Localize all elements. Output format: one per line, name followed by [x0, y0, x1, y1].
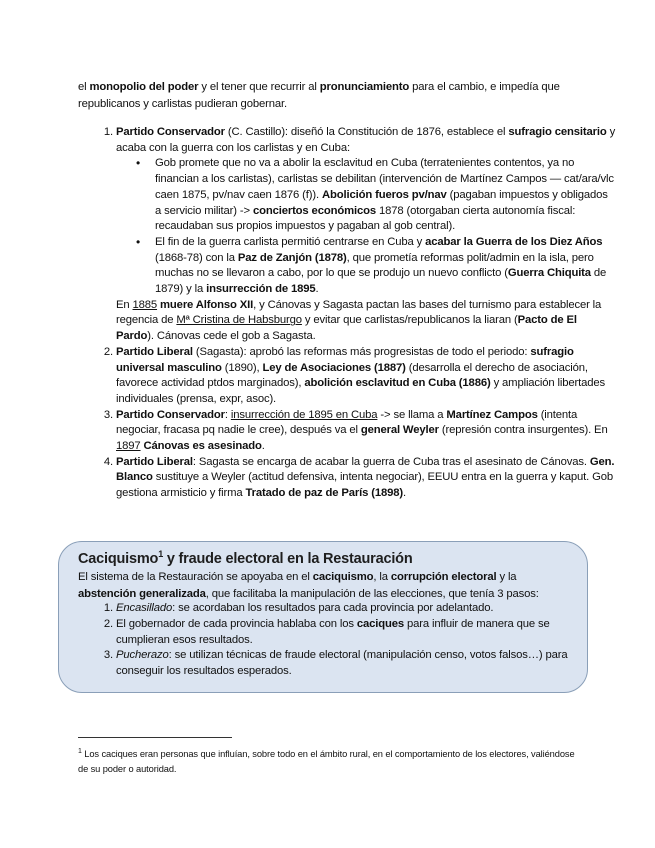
footnote-separator — [78, 737, 232, 738]
step-encasillado: 1. Encasillado: se acordaban los resultados para cada provincia por adelantado. — [116, 601, 606, 617]
bullet-item-esclavitud: • Gob promete que no va a abolir la esclavitud en Cuba (terratenientes contentos, ya no financian a los carlistas), carlistas se debilitan (intervención de Martínez Campos — cat/ara/vlc caen 1875, pv/nav caen 1876 (f)). Abolición fueros pv/nav (pagaban impuestos y obligados a servicio militar) -> conciertos económicos 1878 (otorgaban cierta autonomía fiscal: recaudaban sus propios impuestos y pagaban al gob central). — [155, 156, 616, 235]
caciquismo-box — [58, 541, 588, 693]
list-item-partido-conservador-3: 3. Partido Conservador: insurrección de 1895 en Cuba -> se llama a Martínez Campos (intenta negociar, fracasa pq nadie le cree), después va el general Weyler (represión contra insurgentes). En 1897 Cánovas es asesinado. — [116, 408, 616, 455]
step-pucherazo: 3. Pucherazo: se utilizan técnicas de fraude electoral (manipulación censo, votos falsos…) para conseguir los resultados esperados. — [116, 648, 606, 680]
bullet-item-guerra-cuba: • El fin de la guerra carlista permitió centrarse en Cuba y acabar la Guerra de los Diez Años (1868-78) con la Paz de Zanjón (1878), que prometía reformas polit/admin en la isla, pero muchas no se llevaron a cabo, por lo que se produjo un nuevo conflicto (Guerra Chiquita de 1879) y la insurrección de 1895. — [155, 235, 616, 298]
box-intro-paragraph: El sistema de la Restauración se apoyaba en el caciquismo, la corrupción electoral y la abstención generalizada, que facilitaba la manipulación de las elecciones, que tenía 3 pasos: — [78, 571, 539, 600]
steps-list — [78, 601, 606, 680]
box-title: Caciquismo$^1$ y fraude electoral en la Restauración — [78, 549, 413, 567]
bullet-list — [116, 156, 616, 297]
parties-list — [78, 125, 616, 502]
footnote: $^1$ Los caciques eran personas que influían, sobre todo en el ámbito rural, en el comportamiento de los electores, valiéndose de su poder o autoridad. — [78, 748, 575, 774]
list-item-partido-liberal-4: 4. Partido Liberal: Sagasta se encarga de acabar la guerra de Cuba tras el asesinato de Cánovas. Gen. Blanco sustituye a Weyler (actitud defensiva, intenta negociar), EEUU entra en la guerra y kaput. Gob gestiona armisticio y firma Tratado de paz de París (1898). — [116, 455, 616, 502]
alfonso-xii-paragraph: En 1885 muere Alfonso XII, y Cánovas y Sagasta pactan las bases del turnismo para establecer la regencia de Mª Cristina de Habsburgo y evitar que carlistas/republicanos la liaran (Pacto de El Pardo). Cánovas cede el gob a Sagasta. — [116, 298, 602, 343]
list-item-partido-conservador-1: 1. Partido Conservador (C. Castillo): diseñó la Constitución de 1876, establece el sufragio censitario y acaba con la guerra con los carlistas y en Cuba: • Gob promete que no va a abolir la esclavitud en Cuba (terratenientes contentos, ya no financian a los carlistas), carlistas se debilitan (intervención de Martínez Campos — cat/ara/vlc caen 1875, pv/nav caen 1876 (f)). Abolición fueros pv/nav (pagaban impuestos y obligados a servicio militar) -> conciertos económicos 1878 (otorgaban cierta autonomía fiscal: recaudaban sus propios impuestos y pagaban al gob central). • El fin de la guerra carlista permitió centrarse en Cuba y acabar la Guerra de los Diez Años (1868-78) con la Paz de Zanjón (1878), que prometía reformas polit/admin en la isla, pero muchas no se llevaron a cabo, por lo que se produjo un nuevo conflicto (Guerra Chiquita de 1879) y la insurrección de 1895. En 1885 muere Alfonso XII, y Cánovas y Sagasta pactan las bases del turnismo para establecer la regencia de Mª Cristina de Habsburgo y evitar que carlistas/republicanos la liaran (Pacto de El Pardo). Cánovas cede el gob a Sagasta. — [116, 125, 616, 345]
step-gobernador: 2. El gobernador de cada provincia hablaba con los caciques para influir de manera que se cumplieran esos resultados. — [116, 617, 606, 649]
list-item-partido-liberal-2: 2. Partido Liberal (Sagasta): aprobó las reformas más progresistas de todo el periodo: sufragio universal masculino (1890), Ley de Asociaciones (1887) (desarrolla el derecho de asociación, favorece actividad ptdos marginados), abolición esclavitud en Cuba (1886) y ampliación libertades individuales (prensa, expr, asoc). — [116, 345, 616, 408]
intro-paragraph: el monopolio del poder y el tener que recurrir al pronunciamiento para el cambio, e impedía que republicanos y carlistas pudieran gobernar. — [78, 81, 560, 110]
